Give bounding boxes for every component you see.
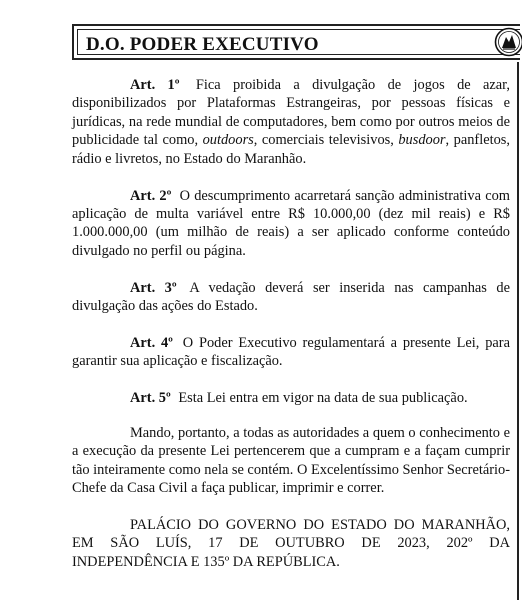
article-label: Art. 1º: [130, 77, 180, 93]
header-title: D.O. PODER EXECUTIVO: [86, 34, 319, 55]
state-seal-icon: [494, 27, 522, 57]
article-3: [72, 279, 510, 316]
article-1: [72, 76, 510, 168]
palacio-paragraph: PALÁCIO DO GOVERNO DO ESTADO DO MARANHÃO, EM SÃO LUÍS, 17 DE OUTUBRO DE 2023, 202º DA INDEPENDÊNCIA E 135º DA REPÚBLICA.: [72, 516, 510, 570]
mando-paragraph: Mando, portanto, a todas as autoridades a quem o conhecimento e a execução da presente Lei pertencerem que a cumpram e a façam cumprir tão inteiramente como nela se contém. O Excelentíssimo Senhor Secretário-Chefe da Casa Civil a faça publicar, imprimir e correr.: [72, 424, 510, 496]
article-2: [72, 187, 510, 261]
article-label: Art. 2º: [130, 187, 172, 204]
article-4: [72, 334, 510, 371]
article-label: Art. 3º: [130, 279, 177, 296]
column-rule: [517, 62, 519, 600]
article-emphasis: outdoors: [202, 132, 254, 149]
document-body: [72, 76, 510, 590]
header-frame: [77, 29, 520, 55]
article-label: Art. 5º: [130, 390, 171, 407]
article-label: Art. 4º: [130, 334, 173, 351]
article-text: O Poder Executivo regulamentará a presente Lei, para garantir sua aplicação e fiscalização.: [72, 334, 510, 370]
article-5: [72, 389, 510, 407]
article-text: O descumprimento acarretará sanção administrativa com aplicação de multa variável entre R$ 10.000,00 (dez mil reais) e R$ 1.000.000,00 (um milhão de reais) a ser aplicado conforme conteúdo divulgado no perfil ou página.: [72, 187, 510, 259]
page-header: [72, 24, 520, 60]
article-emphasis: busdoor: [398, 132, 446, 149]
article-text: A vedação deverá ser inserida nas campanhas de divulgação das ações do Estado.: [72, 279, 510, 315]
article-text: Fica proibida a divulgação de jogos de azar, disponibilizados por Plataformas Estrangeiras, por pessoas físicas e jurídicas, na rede mundial de computadores, bem como por outros meios de publicidade tal como,: [72, 77, 510, 149]
article-text: , panfletos, rádio e livretos, no Estado do Maranhão.: [72, 132, 510, 167]
article-text: Esta Lei entra em vigor na data de sua publicação.: [178, 390, 468, 407]
article-text: , comerciais televisivos,: [253, 132, 399, 149]
